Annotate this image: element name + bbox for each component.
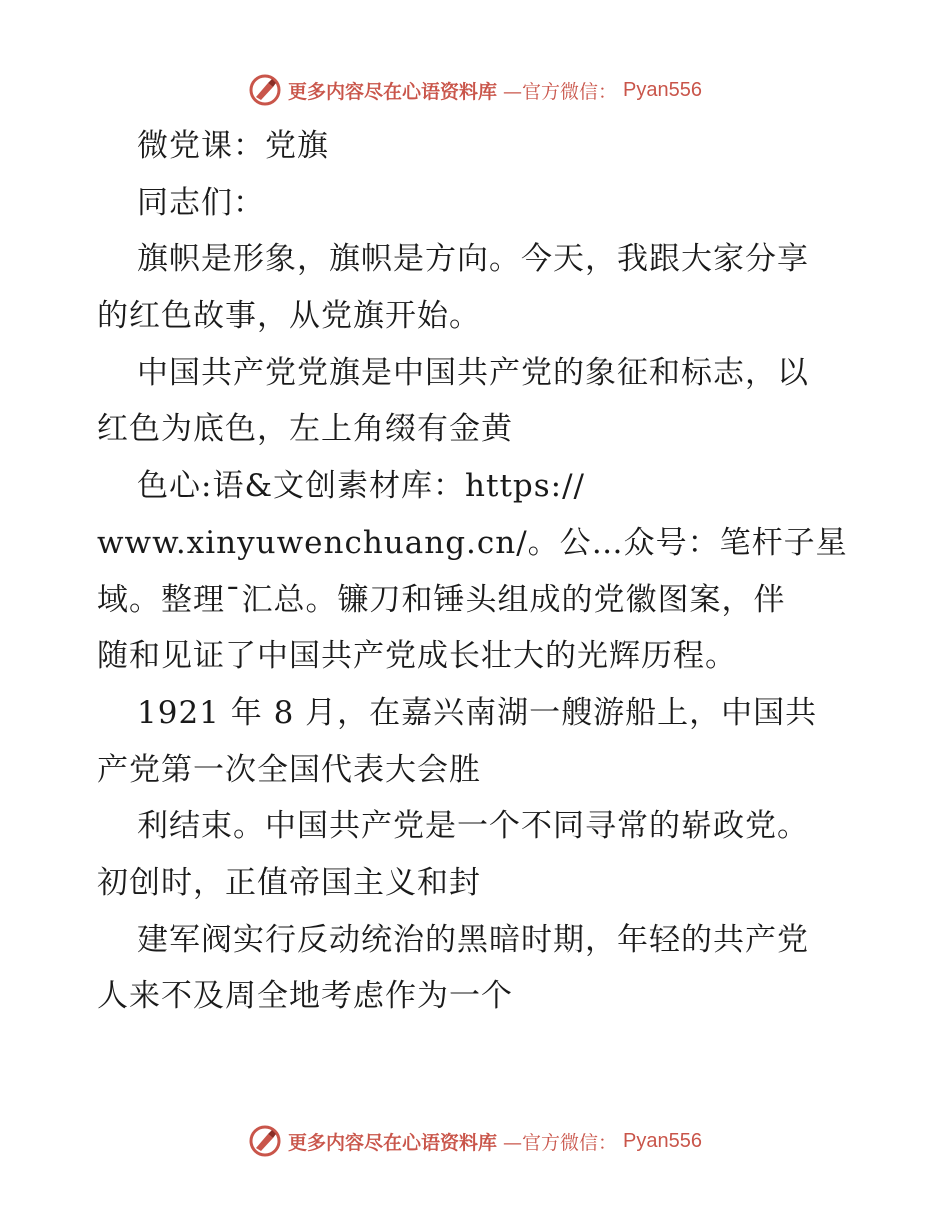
doc-line: 旗帜是形象，旗帜是方向。今天，我跟大家分享	[137, 241, 809, 278]
banner-wechat-label: —官方微信：	[503, 80, 618, 103]
doc-line: 随和见证了中国共产党成长壮大的光辉历程。	[97, 638, 737, 675]
banner-wechat-label: —官方微信：	[503, 1131, 618, 1154]
banner-main-text: 更多内容尽在心语资料库	[288, 1131, 498, 1154]
footer-banner	[0, 1121, 950, 1161]
header-banner	[0, 70, 950, 110]
banner-wechat-id: Pyan556	[623, 1129, 702, 1152]
document-body	[97, 118, 857, 1025]
doc-line: 的红色故事，从党旗开始。	[97, 298, 481, 335]
doc-line: 人来不及周全地考虑作为一个	[97, 978, 513, 1015]
doc-line: www.xinyuwenchuang.cn/。公…众号：笔杆子星	[97, 524, 848, 561]
banner-main-text: 更多内容尽在心语资料库	[288, 80, 498, 103]
doc-line: 域。整理¯汇总。镰刀和锤头组成的党徽图案，伴	[97, 581, 786, 618]
doc-line: 产党第一次全国代表大会胜	[97, 751, 481, 788]
doc-title: 微党课：党旗	[137, 128, 329, 164]
doc-salutation: 同志们：	[137, 184, 265, 221]
doc-line: 初创时，正值帝国主义和封	[97, 864, 481, 901]
doc-line: 建军阀实行反动统治的黑暗时期，年轻的共产党	[137, 921, 809, 958]
doc-line: 中国共产党党旗是中国共产党的象征和标志，以	[137, 354, 809, 391]
doc-line: 利结束。中国共产党是一个不同寻常的崭政党。	[137, 808, 809, 845]
doc-line: 红色为底色，左上角缀有金黄	[97, 411, 513, 448]
banner-wechat-id: Pyan556	[623, 78, 702, 101]
pen-logo-icon	[248, 1124, 282, 1158]
doc-line: 色心:语&文创素材库：https://	[137, 468, 586, 505]
doc-line: 1921 年 8 月，在嘉兴南湖一艘游船上，中国共	[137, 694, 818, 731]
pen-logo-icon	[248, 73, 282, 107]
